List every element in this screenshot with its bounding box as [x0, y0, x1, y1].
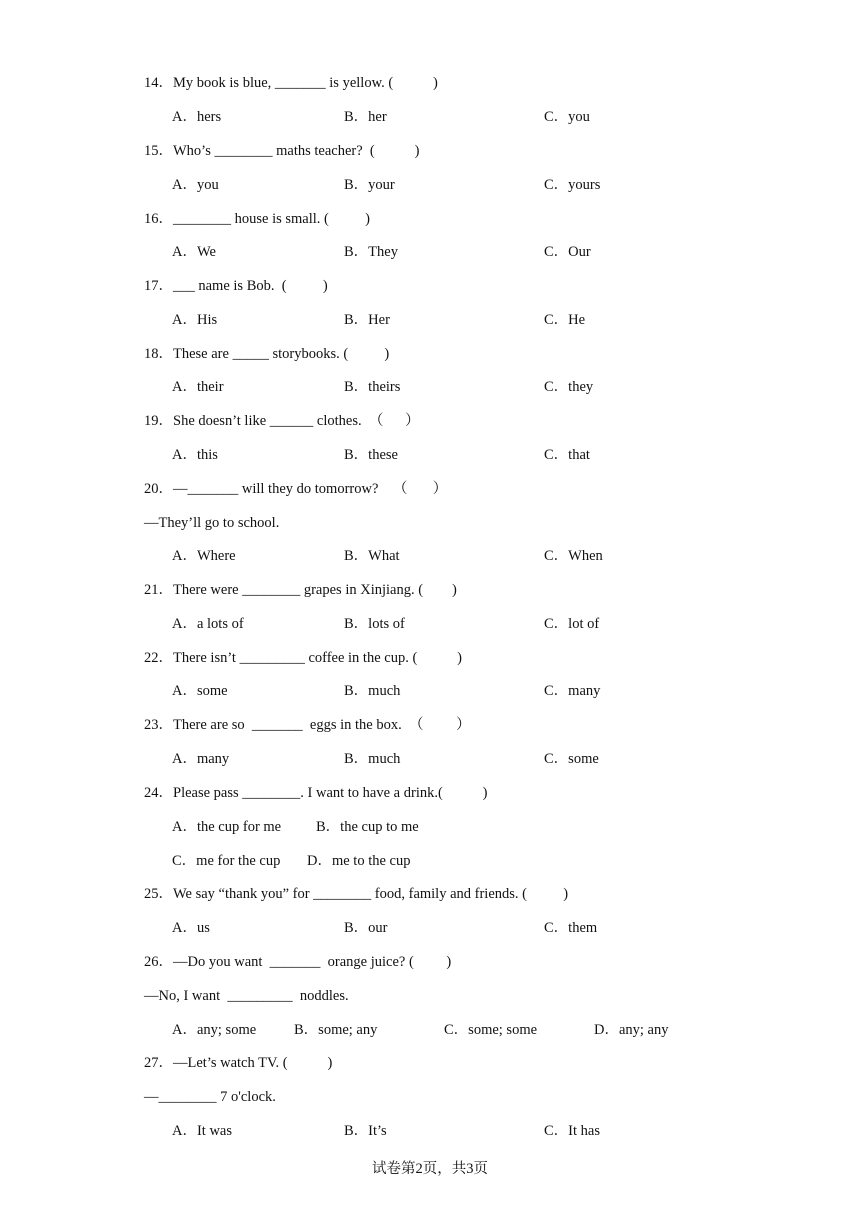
- option-20-c[interactable]: C．When: [544, 548, 603, 564]
- option-18-a[interactable]: A．their: [172, 379, 224, 395]
- question-22: 22．There isn’t _________ coffee in the cup. ( ): [144, 650, 462, 666]
- option-20-a[interactable]: A．Where: [172, 548, 236, 564]
- option-27-a[interactable]: A．It was: [172, 1123, 233, 1139]
- option-23-c[interactable]: C．some: [544, 751, 599, 767]
- option-19-c[interactable]: C．that: [544, 447, 590, 463]
- question-27-reply: —________ 7 o'clock.: [144, 1089, 276, 1105]
- option-21-c[interactable]: C．lot of: [544, 616, 600, 632]
- option-24-d[interactable]: D．me to the cup: [307, 853, 411, 869]
- option-18-c[interactable]: C．they: [544, 379, 594, 395]
- question-20-reply: —They’ll go to school.: [144, 515, 280, 531]
- option-24-b[interactable]: B．the cup to me: [316, 819, 419, 835]
- option-19-a[interactable]: A．this: [172, 447, 218, 463]
- option-16-a[interactable]: A．We: [172, 244, 216, 260]
- option-15-c[interactable]: C．yours: [544, 177, 601, 193]
- option-14-b[interactable]: B．her: [344, 109, 387, 125]
- option-21-b[interactable]: B．lots of: [344, 616, 405, 632]
- page-footer: 试卷第2页，共3页: [372, 1161, 488, 1177]
- option-26-a[interactable]: A．any; some: [172, 1022, 257, 1038]
- question-21: 21．There were ________ grapes in Xinjiang. ( ): [144, 582, 457, 598]
- option-20-b[interactable]: B．What: [344, 548, 400, 564]
- option-16-b[interactable]: B．They: [344, 244, 398, 260]
- question-23: 23．There are so _______ eggs in the box. （ ）: [144, 717, 471, 733]
- question-18: 18．These are _____ storybooks. ( ): [144, 346, 390, 362]
- question-25: 25．We say “thank you” for ________ food, family and friends. ( ): [144, 886, 569, 902]
- option-25-a[interactable]: A．us: [172, 920, 210, 936]
- option-27-b[interactable]: B．It’s: [344, 1123, 387, 1139]
- question-15: 15．Who’s ________ maths teacher? ( ): [144, 143, 420, 159]
- question-24: 24．Please pass ________. I want to have a drink.( ): [144, 785, 488, 801]
- question-27: 27．—Let’s watch TV. ( ): [144, 1055, 333, 1071]
- option-17-a[interactable]: A．His: [172, 312, 218, 328]
- option-26-c[interactable]: C．some; some: [444, 1022, 538, 1038]
- question-14: 14．My book is blue, _______ is yellow. ( ): [144, 75, 438, 91]
- option-25-c[interactable]: C．them: [544, 920, 598, 936]
- option-23-a[interactable]: A．many: [172, 751, 230, 767]
- option-14-c[interactable]: C．you: [544, 109, 590, 125]
- option-25-b[interactable]: B．our: [344, 920, 388, 936]
- question-20: 20．—_______ will they do tomorrow? （ ）: [144, 481, 448, 497]
- option-26-d[interactable]: D．any; any: [594, 1022, 669, 1038]
- question-26: 26．—Do you want _______ orange juice? ( ): [144, 954, 452, 970]
- option-24-a[interactable]: A．the cup for me: [172, 819, 282, 835]
- option-17-b[interactable]: B．Her: [344, 312, 390, 328]
- option-21-a[interactable]: A．a lots of: [172, 616, 244, 632]
- option-15-a[interactable]: A．you: [172, 177, 219, 193]
- option-22-a[interactable]: A．some: [172, 683, 228, 699]
- option-22-c[interactable]: C．many: [544, 683, 601, 699]
- option-23-b[interactable]: B．much: [344, 751, 401, 767]
- question-26-reply: —No, I want _________ noddles.: [144, 988, 349, 1004]
- option-18-b[interactable]: B．theirs: [344, 379, 401, 395]
- option-19-b[interactable]: B．these: [344, 447, 398, 463]
- question-17: 17．___ name is Bob. ( ): [144, 278, 328, 294]
- option-24-c[interactable]: C．me for the cup: [172, 853, 281, 869]
- question-19: 19．She doesn’t like ______ clothes. （ ）: [144, 413, 420, 429]
- option-15-b[interactable]: B．your: [344, 177, 395, 193]
- option-26-b[interactable]: B．some; any: [294, 1022, 378, 1038]
- question-16: 16．________ house is small. ( ): [144, 211, 370, 227]
- option-27-c[interactable]: C．It has: [544, 1123, 600, 1139]
- option-17-c[interactable]: C．He: [544, 312, 586, 328]
- option-16-c[interactable]: C．Our: [544, 244, 591, 260]
- option-14-a[interactable]: A．hers: [172, 109, 222, 125]
- option-22-b[interactable]: B．much: [344, 683, 401, 699]
